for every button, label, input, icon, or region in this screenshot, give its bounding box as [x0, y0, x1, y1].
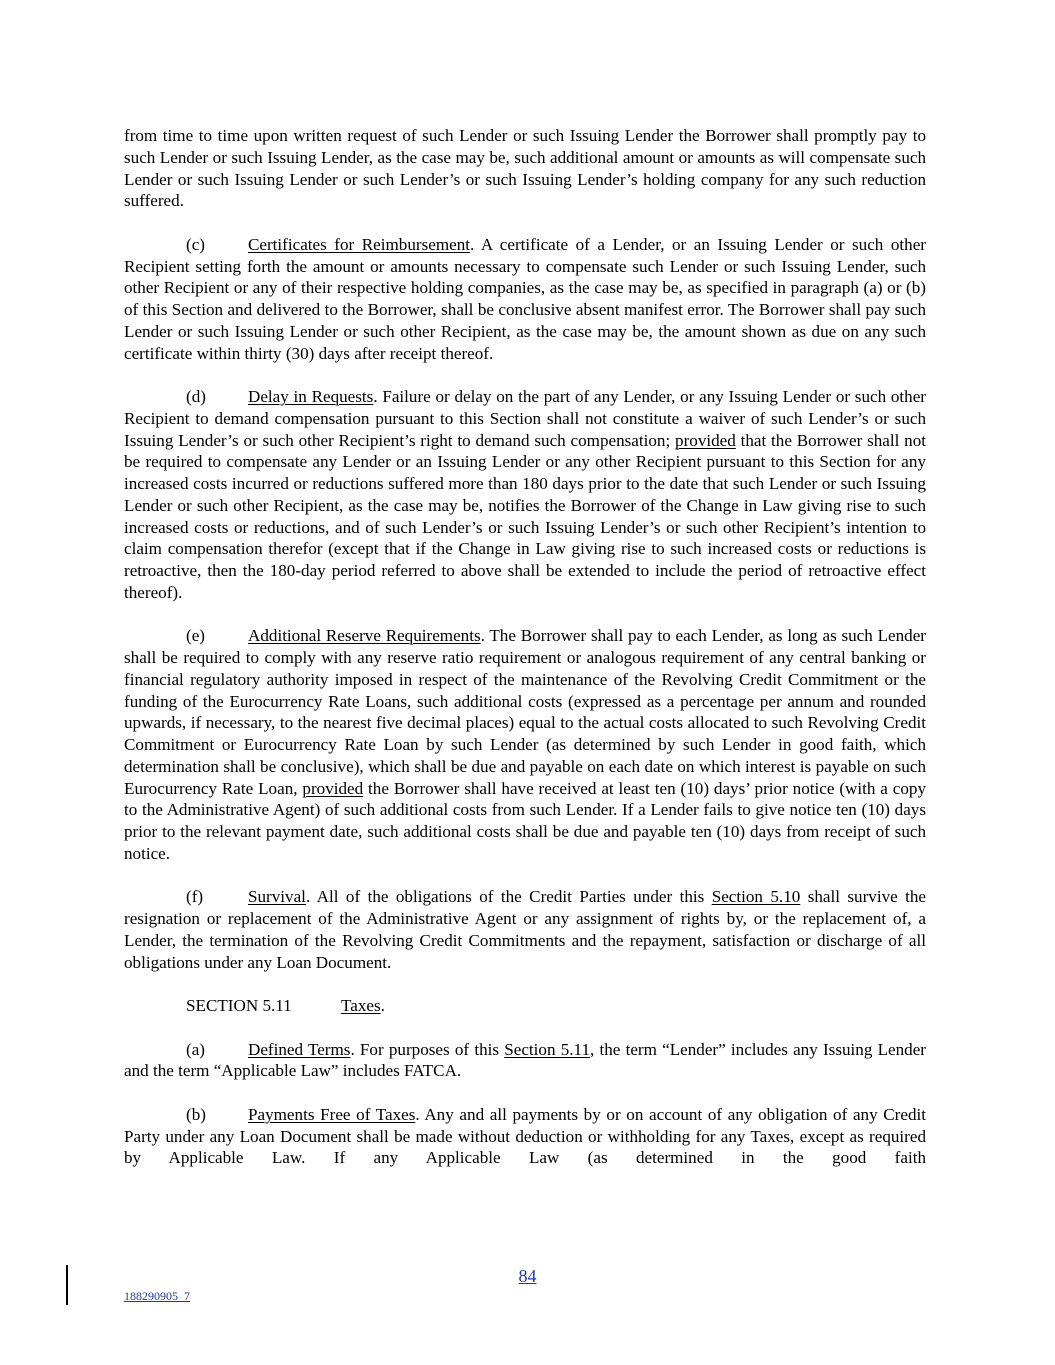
provided-term: provided [675, 430, 736, 450]
section-number: SECTION 5.11 [186, 996, 292, 1015]
paragraph-continuation [124, 125, 926, 212]
paragraph-heading: Certificates for Reimbursement [248, 234, 470, 254]
paragraph-e [124, 625, 926, 864]
paragraph-text: . Any and all payments by or on account of any obligation of any Credit Party under any Loan Document shall be made without deduction or withholding for any Taxes, except as required by Applicable Law. If any Applicable Law (as determined in the good faith [124, 1104, 926, 1168]
paragraph-text: the Borrower shall have received at least ten (10) days’ prior notice (with a copy to the Administrative Agent) of such additional costs from such Lender. If a Lender fails to give notice ten (10) days prior to the relevant payment date, such additional costs shall be due and payable ten (10) days from receipt of such notice. [124, 778, 926, 863]
section-heading-5-11 [124, 995, 926, 1017]
paragraph-c [124, 234, 926, 365]
page-number [0, 1266, 1055, 1287]
paragraph-b [124, 1104, 926, 1169]
section-title: Taxes [341, 996, 381, 1015]
paragraph-heading: Defined Terms [248, 1039, 351, 1059]
page-number-text: 84 [518, 1266, 537, 1286]
paragraph-f [124, 886, 926, 973]
paragraph-text: . A certificate of a Lender, or an Issuing Lender or such other Recipient setting forth the amount or amounts necessary to compensate such Lender or such Issuing Lender, such other Recipient or any of their respective holding companies, as the case may be, as specified in paragraph (a) or (b) of this Section and delivered to the Borrower, shall be conclusive absent manifest error. The Borrower shall pay such Lender or such Issuing Lender or such other Recipient, as the case may be, the amount shown as due on any such certificate within thirty (30) days after receipt thereof. [124, 234, 926, 363]
paragraph-heading: Delay in Requests [248, 387, 374, 406]
provided-term: provided [302, 778, 364, 798]
section-reference: Section 5.10 [711, 887, 801, 907]
paragraph-label: (b) [186, 1104, 206, 1124]
document-id: 188290905_7 [124, 1289, 190, 1303]
paragraph-a [124, 1039, 926, 1083]
paragraph-label: (f) [186, 887, 204, 907]
paragraph-text: that the Borrower shall not be required to compensate any Lender or an Issuing Lender or any other Recipient pursuant to this Section for any increased costs incurred or reductions suffered more than 180 days prior to the date that such Lender or such Issuing Lender or such other Recipient, as the case may be, notifies the Borrower of the Change in Law giving rise to such increased costs or reductions, and of such Lender’s or such Issuing Lender’s or such other Recipient’s intention to claim compensation therefor (except that if the Change in Law giving rise to such increased costs or reductions is retroactive, then the 180-day period referred to above shall be extended to include the period of retroactive effect thereof). [124, 430, 927, 602]
paragraph-text: . For purposes of this [350, 1039, 505, 1059]
document-body [124, 125, 926, 1191]
section-title-period: . [380, 996, 385, 1015]
paragraph-label: (c) [186, 234, 205, 254]
paragraph-text: . Failure or delay on the part of any Lender, or any Issuing Lender or such other Recipient to demand compensation pursuant to this Section shall not constitute a waiver of such Lender’s or such Issuing Lender’s or such other Recipient’s right to demand such compensation; [124, 387, 926, 450]
paragraph-text: . All of the obligations of the Credit Parties under this [305, 887, 712, 907]
paragraph-text: shall survive the resignation or replacement of the Administrative Agent or any assignment of rights by, or the replacement of, a Lender, the termination of the Revolving Credit Commitments and the repayment, satisfaction or discharge of all obligations under any Loan Document. [124, 887, 927, 972]
paragraph-heading: Payments Free of Taxes [248, 1104, 416, 1124]
paragraph-label: (e) [186, 626, 205, 646]
paragraph-label: (d) [186, 387, 206, 406]
paragraph-d [124, 386, 926, 604]
paragraph-heading: Survival [248, 887, 306, 907]
section-reference: Section 5.11 [504, 1039, 590, 1059]
paragraph-text: . The Borrower shall pay to each Lender, as long as such Lender shall be required to comply with any reserve ratio requirement or analogous requirement of any central banking or financial regulatory authority imposed in respect of the maintenance of the Revolving Credit Commitment or the funding of the Eurocurrency Rate Loans, such additional costs (expressed as a percentage per annum and rounded upwards, if necessary, to the nearest five decimal places) equal to the actual costs allocated to such Revolving Credit Commitment or Eurocurrency Rate Loan by such Lender (as determined by such Lender in good faith, which determination shall be conclusive), which shall be due and payable on each date on which interest is payable on such Eurocurrency Rate Loan, [124, 626, 926, 798]
paragraph-heading: Additional Reserve Requirements [248, 626, 481, 646]
paragraph-text: , the term “Lender” includes any Issuing Lender and the term “Applicable Law” includes FATCA. [124, 1039, 926, 1081]
paragraph-label: (a) [186, 1039, 205, 1059]
paragraph-text: from time to time upon written request of such Lender or such Issuing Lender the Borrower shall promptly pay to such Lender or such Issuing Lender, as the case may be, such additional amount or amounts as will compensate such Lender or such Issuing Lender or such Lender’s or such Issuing Lender’s holding company for any such reduction suffered. [124, 126, 926, 211]
